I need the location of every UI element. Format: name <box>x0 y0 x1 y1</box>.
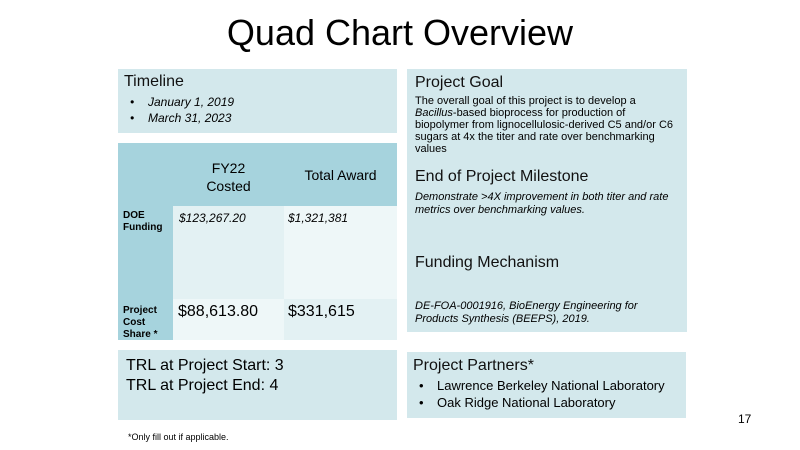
slide-title: Quad Chart Overview <box>226 12 574 53</box>
trl-start: TRL at Project Start: 3 <box>126 357 284 374</box>
milestone-heading: End of Project Milestone <box>415 168 589 185</box>
partners-list <box>413 377 680 411</box>
partner-item: • Lawrence Berkeley National Laboratory <box>413 377 680 394</box>
budget-table <box>118 143 397 340</box>
timeline-panel <box>118 69 397 133</box>
timeline-heading: Timeline <box>124 73 184 90</box>
timeline-end-date: • March 31, 2023 <box>124 110 391 126</box>
row-label-doe-funding: DOE Funding <box>118 206 173 299</box>
cost-share-total: $331,615 <box>284 299 397 340</box>
header-fy22-costed: FY22 Costed <box>173 143 284 206</box>
footnote: *Only fill out if applicable. <box>128 432 229 442</box>
project-partners-panel <box>407 352 686 418</box>
milestone-text: Demonstrate >4X improvement in both titer and rate metrics over benchmarking values. <box>415 191 669 216</box>
page-number: 17 <box>738 412 752 426</box>
trl-end: TRL at Project End: 4 <box>126 377 279 394</box>
doe-funding-fy22: $123,267.20 <box>173 206 284 299</box>
doe-funding-total: $1,321,381 <box>284 206 397 299</box>
goal-heading: Project Goal <box>415 74 504 91</box>
cost-share-fy22: $88,613.80 <box>173 299 284 340</box>
trl-panel <box>118 350 397 420</box>
header-total-award: Total Award <box>284 143 397 206</box>
partners-heading: Project Partners* <box>413 357 534 374</box>
partner-item: • Oak Ridge National Laboratory <box>413 394 680 411</box>
row-label-cost-share: Project Cost Share * <box>118 299 173 340</box>
funding-text: DE-FOA-0001916, BioEnergy Engineering for Products Synthesis (BEEPS), 2019. <box>415 300 638 325</box>
goal-text: The overall goal of this project is to develop a Bacillus-based bioprocess for production of biopolymer from lignocellulosic-derived C5 and/or C6 sugars at 4x the titer and rate over benchmarking values <box>415 95 674 155</box>
funding-heading: Funding Mechanism <box>415 254 560 271</box>
timeline-start-date: • January 1, 2019 <box>124 94 391 110</box>
project-goal-panel <box>407 69 687 332</box>
timeline-list <box>124 94 391 126</box>
table-corner-cell <box>118 143 173 206</box>
